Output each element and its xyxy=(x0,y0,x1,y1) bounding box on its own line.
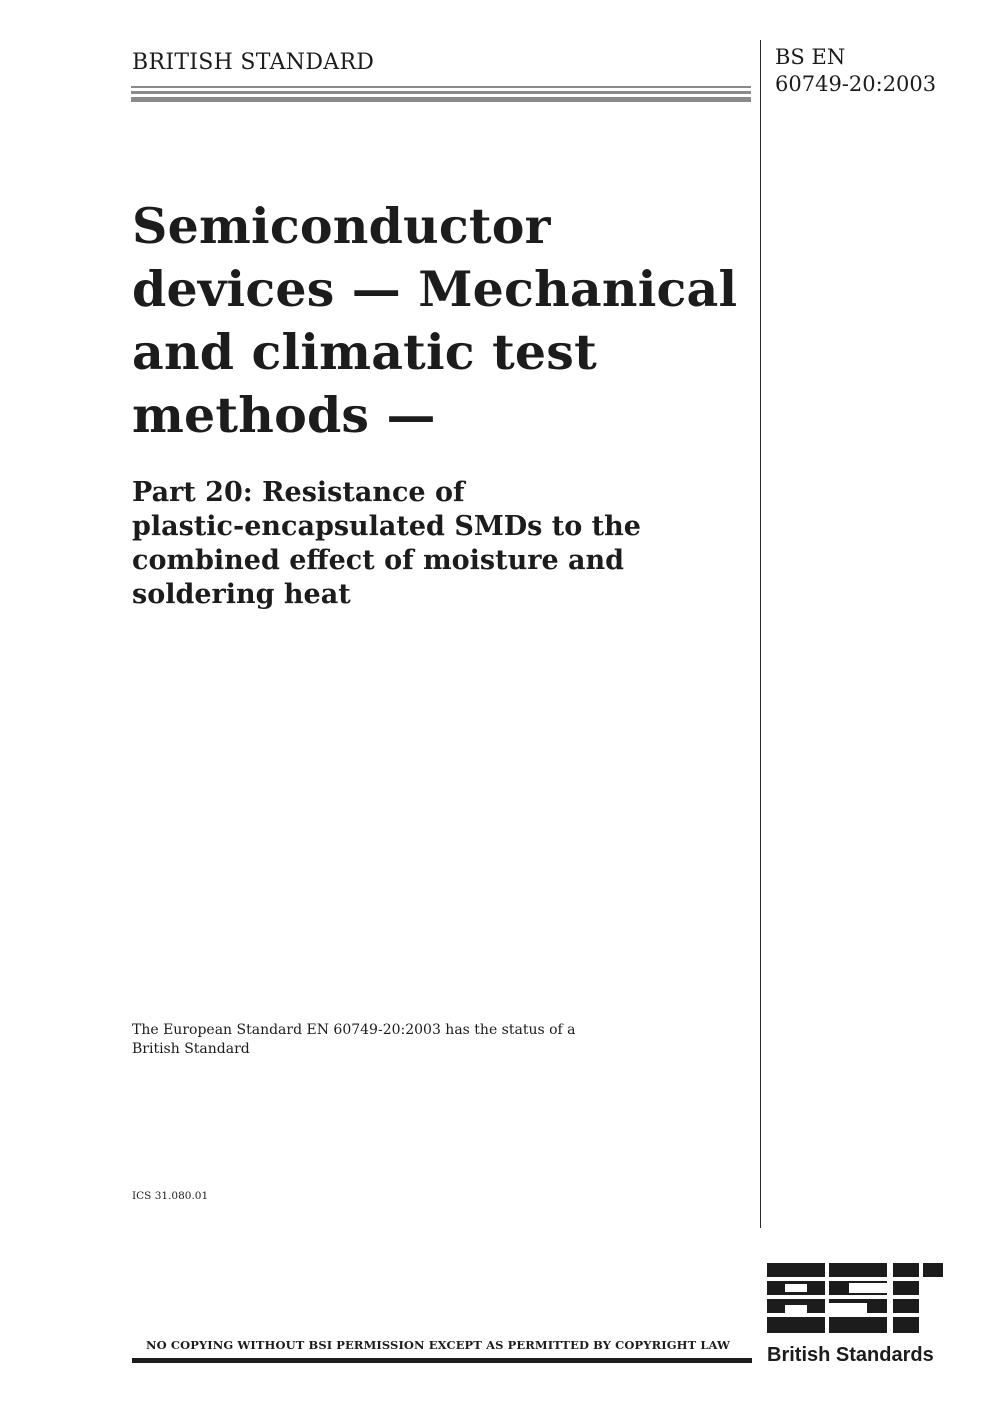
header-rule-line xyxy=(131,86,751,88)
header-rule-line xyxy=(131,97,751,102)
subtitle-line: plastic-encapsulated SMDs to the xyxy=(132,511,641,542)
copyright-notice: NO COPYING WITHOUT BSI PERMISSION EXCEPT AS PERMITTED BY COPYRIGHT LAW xyxy=(146,1338,731,1352)
header-label: BRITISH STANDARD xyxy=(132,50,375,75)
ics-code: ICS 31.080.01 xyxy=(132,1190,209,1202)
subtitle-line: Part 20: Resistance of xyxy=(132,477,465,508)
header-rule xyxy=(131,86,751,102)
standard-number-line: 60749-20:2003 xyxy=(775,72,937,96)
bsi-logo-mark xyxy=(767,1263,943,1333)
footer-rule xyxy=(132,1358,752,1363)
status-note-line: British Standard xyxy=(132,1041,250,1057)
header-rule-line xyxy=(131,91,751,94)
title-line: methods — xyxy=(132,386,436,444)
title-line: devices — Mechanical xyxy=(132,260,738,318)
standard-number xyxy=(775,44,936,98)
document-subtitle xyxy=(132,476,692,612)
standard-number-line: BS EN xyxy=(775,45,846,69)
subtitle-line: soldering heat xyxy=(132,579,351,610)
title-line: and climatic test xyxy=(132,323,597,381)
document-title xyxy=(132,195,742,447)
vertical-divider xyxy=(760,40,761,1228)
bsi-logo-caption: British Standards xyxy=(767,1344,934,1366)
subtitle-line: combined effect of moisture and xyxy=(132,545,625,576)
title-line: Semiconductor xyxy=(132,197,551,255)
status-note-line: The European Standard EN 60749-20:2003 has the status of a xyxy=(132,1022,576,1038)
bsi-logo xyxy=(765,1260,945,1368)
status-note xyxy=(132,1021,652,1059)
